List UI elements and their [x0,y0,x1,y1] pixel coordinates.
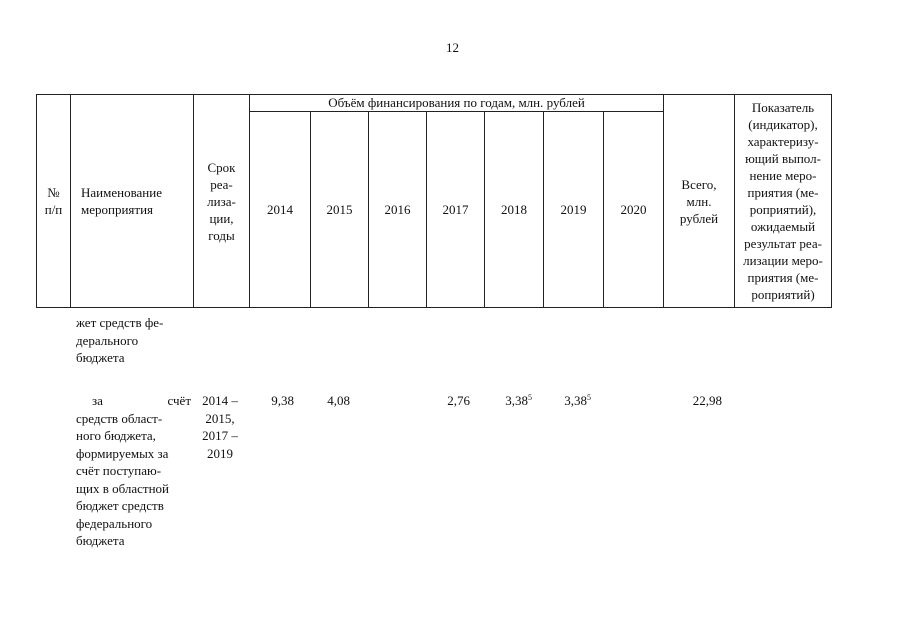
header-number-line: п/п [44,202,63,217]
value-total: 22,98 [692,393,722,408]
row-name-line: щих в областной [76,480,170,496]
header-period-line: лиза- [207,193,236,209]
row-name-text: ного бюджета, [76,428,156,443]
header-indicator-line: ющий выпол- [745,151,821,166]
header-indicator-line: (индикатор), [748,117,818,132]
header-period-line: годы [208,227,235,243]
value-2019-text: 3,38 [564,393,587,408]
row-name-word: счёт [167,393,191,408]
header-indicator [735,95,832,308]
header-name-line: Наименование [81,185,162,200]
page-number: 12 [446,40,459,55]
header-indicator-line: нение меро- [749,168,817,183]
row-period-line: 2017 – [202,428,238,443]
row-name-line: счёт поступаю- [76,463,162,478]
header-indicator-line: ожидаемый [750,219,816,234]
header-year-2018: 2018 [485,112,544,308]
header-indicator-line: приятия (ме- [747,185,819,200]
value-2017-text: 2,76 [447,393,470,408]
header-indicator-line: приятия (ме- [747,270,819,285]
header-total-line: рублей [679,210,719,226]
header-financing-group: Объём финансирования по годам, млн. рублей [250,95,664,112]
value-2017 [428,392,470,409]
footnote-mark: 5 [587,393,591,402]
header-indicator-line: характеризу- [747,134,819,149]
continuation-line: жет средств фе- [76,315,164,330]
header-period-line: ции, [209,210,234,226]
row-name-line [76,427,191,445]
header-indicator-line: роприятий) [751,287,815,302]
row-period [193,392,247,462]
value-2018 [486,392,532,409]
header-indicator-line: результат реа- [744,236,822,251]
header-period-line: реа- [210,176,233,192]
row-name [76,392,191,550]
continuation-line: бюджета [76,350,125,365]
row-name-word: за [92,393,103,408]
header-name-line: мероприятия [81,202,154,217]
header-name [71,95,194,308]
value-2015: 4,08 [327,393,350,408]
value-2019 [545,392,591,409]
header-year-2016: 2016 [369,112,427,308]
continuation-line: дерального [76,332,139,348]
header-year-2019: 2019 [544,112,604,308]
header-number-line: № [47,185,60,200]
row-period-line: 2019 [207,445,233,461]
header-number [37,95,71,308]
header-indicator-line: лизации меро- [743,253,823,268]
header-total [664,95,735,308]
value-2014: 9,38 [271,393,294,408]
header-period-line: Срок [207,159,236,175]
row-name-line: средств област- [76,410,163,426]
header-year-2020: 2020 [604,112,664,308]
row-name-line: бюджета [76,533,125,548]
table-header [36,94,832,308]
header-year-2017: 2017 [427,112,485,308]
header-total-line: Всего, [681,176,717,192]
continuation-text [76,314,191,367]
row-name-line: бюджет средств [76,498,164,513]
row-name-line: федерального [76,515,153,531]
footnote-mark: 5 [528,393,532,402]
value-2018-text: 3,38 [505,393,528,408]
row-name-first-line [76,392,191,410]
header-indicator-line: Показатель [751,100,815,115]
header-total-line: млн. [686,193,712,209]
row-name-line: формируемых за [76,445,169,461]
header-period [194,95,250,308]
header-year-2014: 2014 [250,112,311,308]
row-period-line: 2015, [205,410,235,426]
header-indicator-line: роприятий), [749,202,817,217]
header-year-2015: 2015 [311,112,369,308]
row-period-line: 2014 – [202,393,238,408]
